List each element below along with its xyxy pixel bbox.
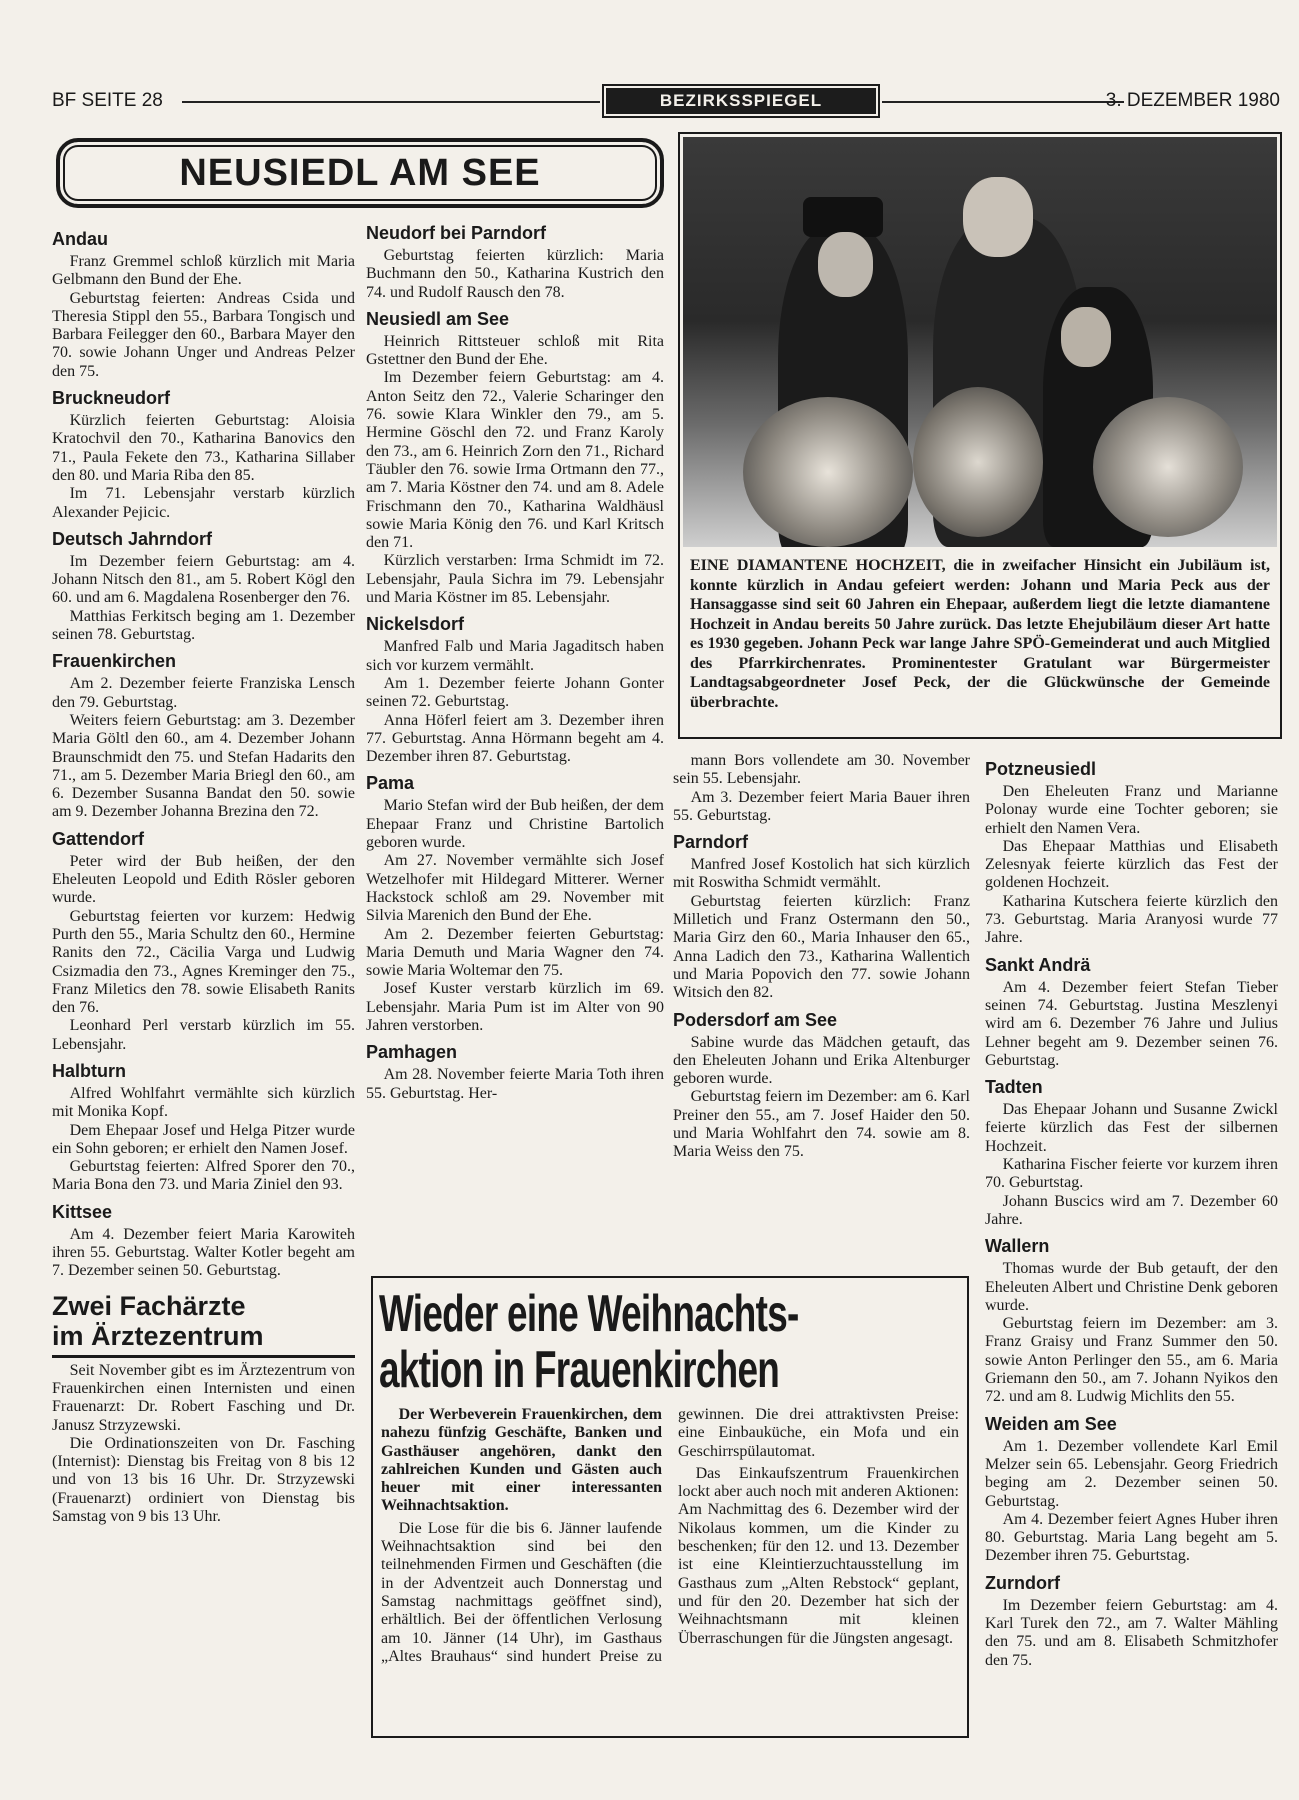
section-heading: Zurndorf	[985, 1572, 1060, 1593]
news-section	[985, 1413, 1278, 1566]
section-paragraph: Geburtstag feierten kürzlich: Maria Buchmann den 50., Katharina Kustrich den 74. und Rudolf Rausch den 78.	[366, 247, 664, 301]
section-paragraph: Am 27. November vermählte sich Josef Wetzelhofer mit Hildegard Mitterer. Werner Hackstock schloß am 29. November mit Silvia Marenich den Bund der Ehe.	[366, 852, 664, 925]
news-section	[366, 1041, 664, 1103]
news-section	[52, 1201, 355, 1281]
section-paragraph: Geburtstag feiern im Dezember: am 3. Franz Graisy und Franz Summer den 50. sowie Anton Perlinger den 55., am 6. Maria Griemann den 50., am 7. Johann Nyikos den 72. und am 8. Ludwig Michlits den 55.	[985, 1315, 1278, 1406]
column-3	[673, 752, 970, 1162]
article-title	[52, 1291, 355, 1358]
title-line: Zwei Fachärzte	[52, 1290, 246, 1321]
section-paragraph: Johann Buscics wird am 7. Dezember 60 Jahre.	[985, 1192, 1278, 1228]
section-paragraph: Manfred Josef Kostolich hat sich kürzlich mit Roswitha Schmidt vermählt.	[673, 856, 970, 892]
news-section	[52, 528, 355, 644]
news-section	[985, 1572, 1278, 1670]
section-paragraph: mann Bors vollendete am 30. November sein 55. Lebensjahr.	[673, 752, 970, 788]
section-paragraph: Heinrich Rittsteuer schloß mit Rita Gstettner den Bund der Ehe.	[366, 332, 664, 369]
column-4	[985, 752, 1278, 1670]
news-section	[673, 1009, 970, 1162]
page-header	[52, 88, 1280, 116]
section-paragraph: Am 4. Dezember feiert Agnes Huber ihren 80. Geburtstag. Maria Lang begeht am 5. Dezember ihren 75. Geburtstag.	[985, 1510, 1278, 1565]
section-paragraph: Weiters feiern Geburtstag: am 3. Dezember Maria Göltl den 60., am 4. Dezember Johann Braunschmidt den 75. und Stefan Hadarits den 71., am 5. Dezember Maria Briegl den 60., am 6. Dezember Susanna Bandat den 50. sowie am 9. Dezember Johanna Brezina den 72.	[52, 711, 355, 821]
section-heading: Tadten	[985, 1077, 1043, 1098]
section-heading: Bruckneudorf	[52, 388, 171, 409]
section-heading: Potzneusiedl	[985, 759, 1097, 779]
section-heading: Podersdorf am See	[673, 1009, 838, 1030]
caption-text: die in zweifacher Hinsicht ein Jubiläum ist, konnte kürzlich in Andau gefeiert werden: Johann und Maria Peck aus der Hansaggasse sind seit 60 Jahren ein Ehepaar, außerdem liegt die letzte diamantene Hochzeit in Andau bereits 50 Jahre zurück. Das letzte Ehejubiläum dieser Art hatte es 1930 gegeben. Johann Peck war lange Jahre SPÖ-Gemeinderat und auch Mitglied des Pfarrkirchenrates. Prominentester Gratulant war Bürgermeister Landtagsabgeordneter Josef Peck, der die Glückwünsche der Gemeinde überbrachte.	[690, 557, 1271, 711]
section-paragraph: Manfred Falb und Maria Jagaditsch haben sich vor kurzem vermählt.	[366, 638, 664, 674]
news-section	[52, 828, 355, 1054]
section-heading: Nickelsdorf	[366, 614, 465, 635]
news-section	[366, 772, 664, 1035]
section-paragraph: Im 71. Lebensjahr verstarb kürzlich Alexander Pejicic.	[52, 485, 355, 521]
photo-hat	[803, 197, 883, 237]
section-paragraph: Im Dezember feiern Geburtstag: am 4. Karl Turek den 72., am 7. Walter Mähling den 75. und am 8. Elisabeth Schmitzhofer den 75.	[985, 1596, 1278, 1669]
news-section	[52, 387, 355, 522]
section-paragraph: Geburtstag feierten: Andreas Csida und Theresia Stippl den 55., Barbara Tongisch und Barbara Feilegger den 60., Barbara Mayer den 70. sowie Johann Unger und Andreas Pelzer den 75.	[52, 289, 355, 380]
section-heading: Deutsch Jahrndorf	[52, 528, 213, 549]
headline-line: Wieder eine Weihnachts-	[379, 1285, 799, 1343]
section-paragraph: Sabine wurde das Mädchen getauft, das den Eheleuten Johann und Erika Altenburger geboren wurde.	[673, 1033, 970, 1088]
photo-box	[678, 132, 1282, 739]
section-heading: Parndorf	[673, 832, 749, 853]
article-paragraph: Die Lose für die bis 6. Jänner laufende Weihnachtsaktion sind bei den teilnehmenden Firmen und Geschäften (die in der Adventzeit auch Donnerstag und Samstag nachmittags geöffnet sind), erhältlich. Bei der öffentlichen Verlosung am 10. Jänner (14 Uhr), im Gasthaus „Altes Brauhaus“ sind hundert Preise zu gewinnen. Die drei attraktivsten Preise: eine Einbauküche, ein Mofa und ein Geschirrspülautomat.	[381, 1406, 959, 1665]
news-section	[985, 1076, 1278, 1229]
issue-date: 3. DEZEMBER 1980	[1105, 90, 1280, 111]
section-heading: Frauenkirchen	[52, 651, 177, 672]
news-section	[52, 228, 355, 381]
section-paragraph: Matthias Ferkitsch beging am 1. Dezember seinen 78. Geburtstag.	[52, 607, 355, 644]
news-section	[985, 1235, 1278, 1406]
title-line: im Ärztezentrum	[52, 1320, 264, 1351]
photo-face	[963, 177, 1033, 257]
news-section	[673, 752, 970, 825]
caption-lead: EINE DIAMANTENE HOCHZEIT,	[690, 557, 946, 574]
section-heading: Kittsee	[52, 1201, 113, 1222]
doctors-article	[52, 1291, 355, 1527]
news-section	[366, 222, 664, 302]
news-section	[673, 831, 970, 1002]
section-heading: Pamhagen	[366, 1042, 458, 1063]
section-paragraph: Mario Stefan wird der Bub heißen, der dem Ehepaar Franz und Christine Bartolich geboren wurde.	[366, 797, 664, 852]
headline-line: aktion in Frauenkirchen	[379, 1341, 780, 1399]
wedding-photo	[683, 137, 1277, 547]
photo-flowers	[743, 397, 913, 547]
section-heading: Pama	[366, 773, 415, 794]
news-section	[985, 758, 1278, 948]
section-paragraph: Am 3. Dezember feiert Maria Bauer ihren 55. Geburtstag.	[673, 788, 970, 824]
news-section	[52, 1060, 355, 1195]
article-paragraph: Das Einkaufszentrum Frauenkirchen lockt aber auch noch mit anderen Aktionen: Am Nachmittag des 6. Dezember wird der Nikolaus kommen, um die Kinder zu beschenken; für den 12. und 13. Dezember ist eine Kleintierzuchtausstellung im Gasthaus zum „Alten Rebstock“ geplant, und für den 20. Dezember hat sich der Weihnachtsmann mit kleinen Überraschungen für die Jüngsten angesagt.	[678, 1464, 959, 1647]
article-paragraph: Die Ordinationszeiten von Dr. Fasching (Internist): Dienstag bis Freitag von 8 bis 12 und von 13 bis 16 Uhr. Dr. Strzyzewski (Frauenarzt) ordiniert von Dienstag bis Samstag von 9 bis 13 Uhr.	[52, 1434, 355, 1526]
section-paragraph: Das Ehepaar Matthias und Elisabeth Zelesnyak feierte kürzlich das Fest der goldenen Hochzeit.	[985, 837, 1278, 892]
section-paragraph: Am 4. Dezember feiert Maria Karowiteh ihren 55. Geburtstag. Walter Kotler begeht am 7. Dezember seinen 50. Geburtstag.	[52, 1225, 355, 1280]
section-paragraph: Am 1. Dezember feierte Johann Gonter seinen 72. Geburtstag.	[366, 674, 664, 711]
section-paragraph: Katharina Kutschera feierte kürzlich den 73. Geburtstag. Maria Aranyosi wurde 77 Jahre.	[985, 892, 1278, 947]
section-paragraph: Leonhard Perl verstarb kürzlich im 55. Lebensjahr.	[52, 1017, 355, 1053]
photo-face	[818, 232, 873, 297]
section-paragraph: Geburtstag feiern im Dezember: am 6. Karl Preiner den 55., am 7. Josef Haider den 50. und Maria Wohlfahrt den 74. sowie am 8. Maria Weiss den 75.	[673, 1088, 970, 1161]
section-paragraph: Geburtstag feierten kürzlich: Franz Milletich und Franz Ostermann den 50., Maria Girz den 60., Maria Inhauser den 65., Anna Ladich den 73., Katharina Wallentich und Maria Popovich den 77. sowie Johann Witsich den 82.	[673, 892, 970, 1002]
photo-caption	[690, 556, 1270, 712]
news-section	[366, 308, 664, 607]
article-lead: Der Werbeverein Frauenkirchen, dem nahezu fünfzig Geschäfte, Banken und Gasthäuser angehören, dankt den zahlreichen Kunden und Gästen auch heuer mit einer interessanten Weihnachtsaktion.	[381, 1406, 662, 1515]
news-section	[52, 650, 355, 821]
section-paragraph: Franz Gremmel schloß kürzlich mit Maria Gelbmann den Bund der Ehe.	[52, 253, 355, 289]
section-heading: Neusiedl am See	[366, 308, 510, 329]
section-heading: Neudorf bei Parndorf	[366, 223, 547, 243]
section-paragraph: Das Ehepaar Johann und Susanne Zwickl feierte kürzlich das Fest der silbernen Hochzeit.	[985, 1101, 1278, 1155]
section-paragraph: Am 2. Dezember feierten Geburtstag: Maria Demuth und Maria Wagner den 74. sowie Maria Woltemar den 75.	[366, 925, 664, 980]
column-1	[52, 222, 355, 1526]
column-2	[366, 216, 664, 1103]
article-headline	[379, 1286, 947, 1398]
section-heading: Sankt Andrä	[985, 954, 1091, 975]
section-heading: Weiden am See	[985, 1413, 1117, 1434]
page-number: BF SEITE 28	[52, 90, 163, 111]
section-heading: Gattendorf	[52, 828, 144, 849]
photo-flowers	[1093, 397, 1243, 537]
news-section	[985, 954, 1278, 1070]
section-paragraph: Alfred Wohlfahrt vermählte sich kürzlich mit Monika Kopf.	[52, 1084, 355, 1121]
news-section	[366, 613, 664, 766]
section-paragraph: Am 28. November feierte Maria Toth ihren 55. Geburtstag. Her-	[366, 1066, 664, 1102]
section-paragraph: Am 2. Dezember feierte Franziska Lensch den 79. Geburtstag.	[52, 675, 355, 711]
article-body	[381, 1406, 959, 1666]
section-heading: Wallern	[985, 1236, 1050, 1257]
section-paragraph: Im Dezember feiern Geburtstag: am 4. Johann Nitsch den 81., am 5. Robert Kögl den 60. und am 6. Magdalena Rosenberger den 76.	[52, 552, 355, 607]
header-rule-right	[882, 101, 1124, 103]
section-paragraph: Im Dezember feiern Geburtstag: am 4. Anton Seitz den 72., Valerie Scharinger den 76. sowie Klara Winkler den 79., am 5. Hermine Göschl den 72. und Franz Karoly den 73., am 6. Heinrich Zorn den 71., Richard Täubler den 76. sowie Irma Ortmann den 77., am 7. Maria Köstner den 74. und am 8. Adele Frischmann den 70., Katharina Waldhäusl sowie Maria König den 76. und Karl Kritsch den 71.	[366, 369, 664, 552]
section-paragraph: Josef Kuster verstarb kürzlich im 69. Lebensjahr. Maria Pum ist im Alter von 90 Jahren verstorben.	[366, 980, 664, 1034]
section-heading: Halbturn	[52, 1060, 126, 1081]
christmas-article	[371, 1276, 969, 1738]
section-paragraph: Am 4. Dezember feiert Stefan Tieber seinen 74. Geburtstag. Justina Meszlenyi wird am 6. Dezember 76 Jahre und Julius Lehner begeht am 9. Dezember seinen 76. Geburtstag.	[985, 978, 1278, 1069]
section-heading: Andau	[52, 229, 108, 249]
section-paragraph: Geburtstag feierten: Alfred Sporer den 70., Maria Bona den 73. und Maria Ziniel den 93.	[52, 1158, 355, 1194]
section-paragraph: Kürzlich feierten Geburtstag: Aloisia Kratochvil den 70., Katharina Banovics den 71., Paula Fekete den 73., Katharina Sillaber den 80. und Maria Riba den 85.	[52, 412, 355, 484]
section-paragraph: Den Eheleuten Franz und Marianne Polonay wurde eine Tochter geboren; sie erhielt den Namen Vera.	[985, 783, 1278, 837]
section-paragraph: Kürzlich verstarben: Irma Schmidt im 72. Lebensjahr, Paula Sichra im 79. Lebensjahr und Maria Köstner im 85. Lebensjahr.	[366, 552, 664, 607]
section-paragraph: Peter wird der Bub heißen, der den Eheleuten Leopold und Edith Rösler geboren wurde.	[52, 852, 355, 907]
photo-flower-basket	[913, 387, 1043, 537]
section-label: BEZIRKSSPIEGEL	[606, 88, 876, 114]
region-banner: NEUSIEDL AM SEE	[56, 138, 664, 208]
section-paragraph: Anna Höferl feiert am 3. Dezember ihren 77. Geburtstag. Anna Hörmann begeht am 4. Dezember ihren 87. Geburtstag.	[366, 711, 664, 766]
photo-face	[1061, 307, 1111, 367]
section-paragraph: Am 1. Dezember vollendete Karl Emil Melzer sein 65. Lebensjahr. Georg Friedrich beging am 2. Dezember seinen 50. Geburtstag.	[985, 1437, 1278, 1510]
article-paragraph: Seit November gibt es im Ärztezentrum von Frauenkirchen einen Internisten und einen Frauenarzt: Dr. Robert Fasching und Dr. Janusz Strzyzewski.	[52, 1361, 355, 1434]
section-paragraph: Katharina Fischer feierte vor kurzem ihren 70. Geburtstag.	[985, 1156, 1278, 1192]
section-paragraph: Dem Ehepaar Josef und Helga Pitzer wurde ein Sohn geboren; er erhielt den Namen Josef.	[52, 1121, 355, 1157]
section-paragraph: Thomas wurde der Bub getauft, der den Eheleuten Albert und Christine Denk geboren wurde.	[985, 1260, 1278, 1314]
header-rule-left	[182, 101, 600, 103]
section-paragraph: Geburtstag feierten vor kurzem: Hedwig Purth den 55., Maria Schultz den 60., Hermine Ranits den 72., Cäcilia Varga und Ludwig Csizmadia den 73., Agnes Kreminger den 75., Franz Miletics den 78. sowie Elisabeth Ranits den 76.	[52, 907, 355, 1017]
